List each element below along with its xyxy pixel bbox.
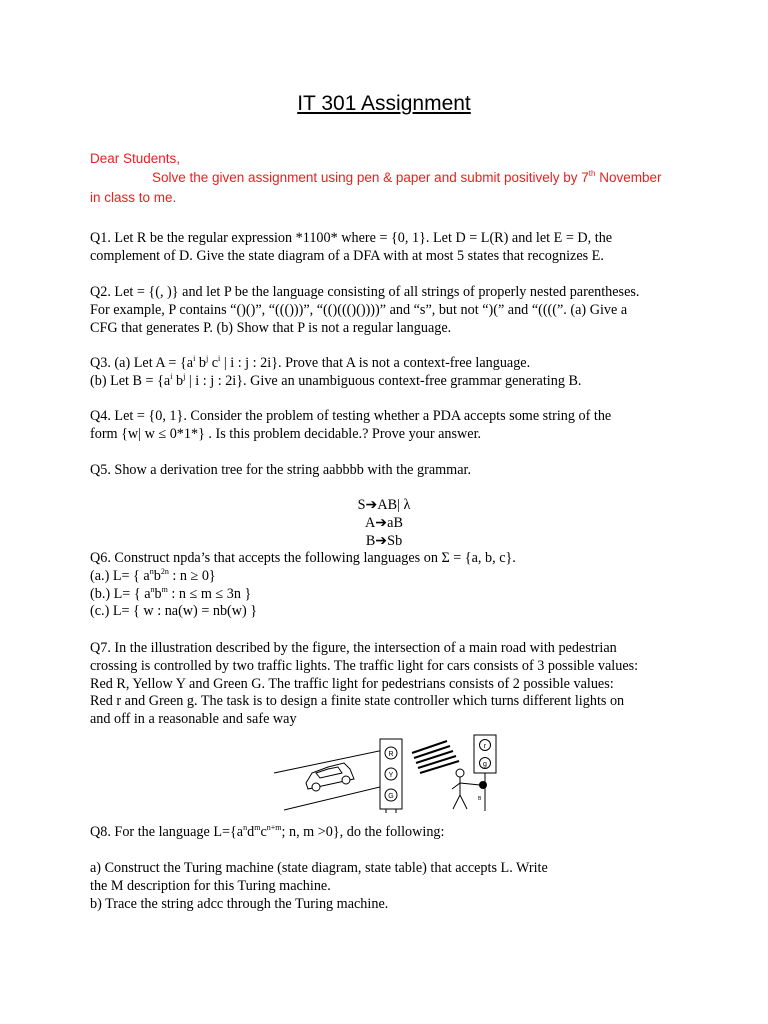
question-5: Q5. Show a derivation tree for the string aabbbb with the grammar. <box>90 462 471 478</box>
ped-light-label-green: g <box>483 761 487 768</box>
page-title: IT 301 Assignment <box>297 92 471 115</box>
light-label-green: G <box>388 793 394 800</box>
question-3: Q3. (a) Let $A = \{a^i$ $b^j$ $c^i$ | i : j : 2i}. Prove that A is not a context-free language. (b) Let $B = \{a^i$ $b^j$ | i : j : 2i}. Give an unambiguous context-free grammar generating B. <box>90 354 582 389</box>
button-label: B <box>478 796 482 802</box>
grammar-rule-2: A➔aB <box>365 515 403 531</box>
note-line-2: in class to me. <box>90 190 177 205</box>
grammar-rule-1: S➔AB| λ <box>357 497 411 513</box>
question-1: Q1. Let R be the regular expression *1100* where = {0, 1}. Let D = L(R) and let E = D, the complement of D. Give the state diagram of a DFA with at most 5 states that recognizes E. <box>90 230 613 264</box>
question-4: Q4. Let = {0, 1}. Consider the problem of testing whether a PDA accepts some string of the form {w| w ≤ 0*1*} . Is this problem decidable.? Prove your answer. <box>90 408 612 442</box>
road <box>274 750 384 810</box>
car-icon <box>306 763 354 791</box>
note-line-1: Solve the given assignment using pen & paper and submit positively by 7th November <box>152 169 662 185</box>
car-traffic-light <box>380 739 402 813</box>
pedestrian-icon <box>452 769 480 809</box>
traffic-illustration <box>272 733 504 813</box>
question-8: Q8. For the language $L=\{a^nd^mc^{n+m}$; n, m >0}, do the following: <box>90 823 445 840</box>
crosswalk <box>412 741 459 773</box>
question-2: Q2. Let = {(, )} and let P be the language consisting of all strings of properly nested parentheses. For example, P contains “()()”, “((()))”, “(()((()())))” and “s”, but not “)(” and “((((”. (a) Give a CFG that generates P. (b) Show that P is not a regular language. <box>90 284 640 336</box>
question-8-parts: a) Construct the Turing machine (state diagram, state table) that accepts L. Write the M description for this Turing machine. b) Trace the string adcc through the Turing machine. <box>90 860 548 912</box>
ped-light-label-red: r <box>483 743 487 750</box>
crossing-button <box>479 781 487 789</box>
question-6: Q6. Construct npda’s that accepts the following languages on Σ = {a, b, c}. (a.) L= { $a^nb^{2n}$ : n ≥ 0} (b.) L= { $a^nb^m$ : n ≤ m ≤ 3n } (c.) L= { w : na(w) = nb(w) } <box>90 550 516 620</box>
question-7: Q7. In the illustration described by the figure, the intersection of a main road with pedestrian crossing is controlled by two traffic lights. The traffic light for cars consists of 3 possible values: Red R, Yellow Y and Green G. The traffic light for pedestrians consists of 2 possible values: Red r and Green g. The task is to design a finite state controller which turns different lights on and off in a reasonable and safe way <box>90 640 639 728</box>
pedestrian-traffic-light <box>474 735 496 811</box>
light-label-yellow: Y <box>388 772 394 779</box>
note-greeting: Dear Students, <box>90 151 181 166</box>
grammar-rule-3: B➔Sb <box>365 533 403 549</box>
light-label-red: R <box>388 751 394 758</box>
